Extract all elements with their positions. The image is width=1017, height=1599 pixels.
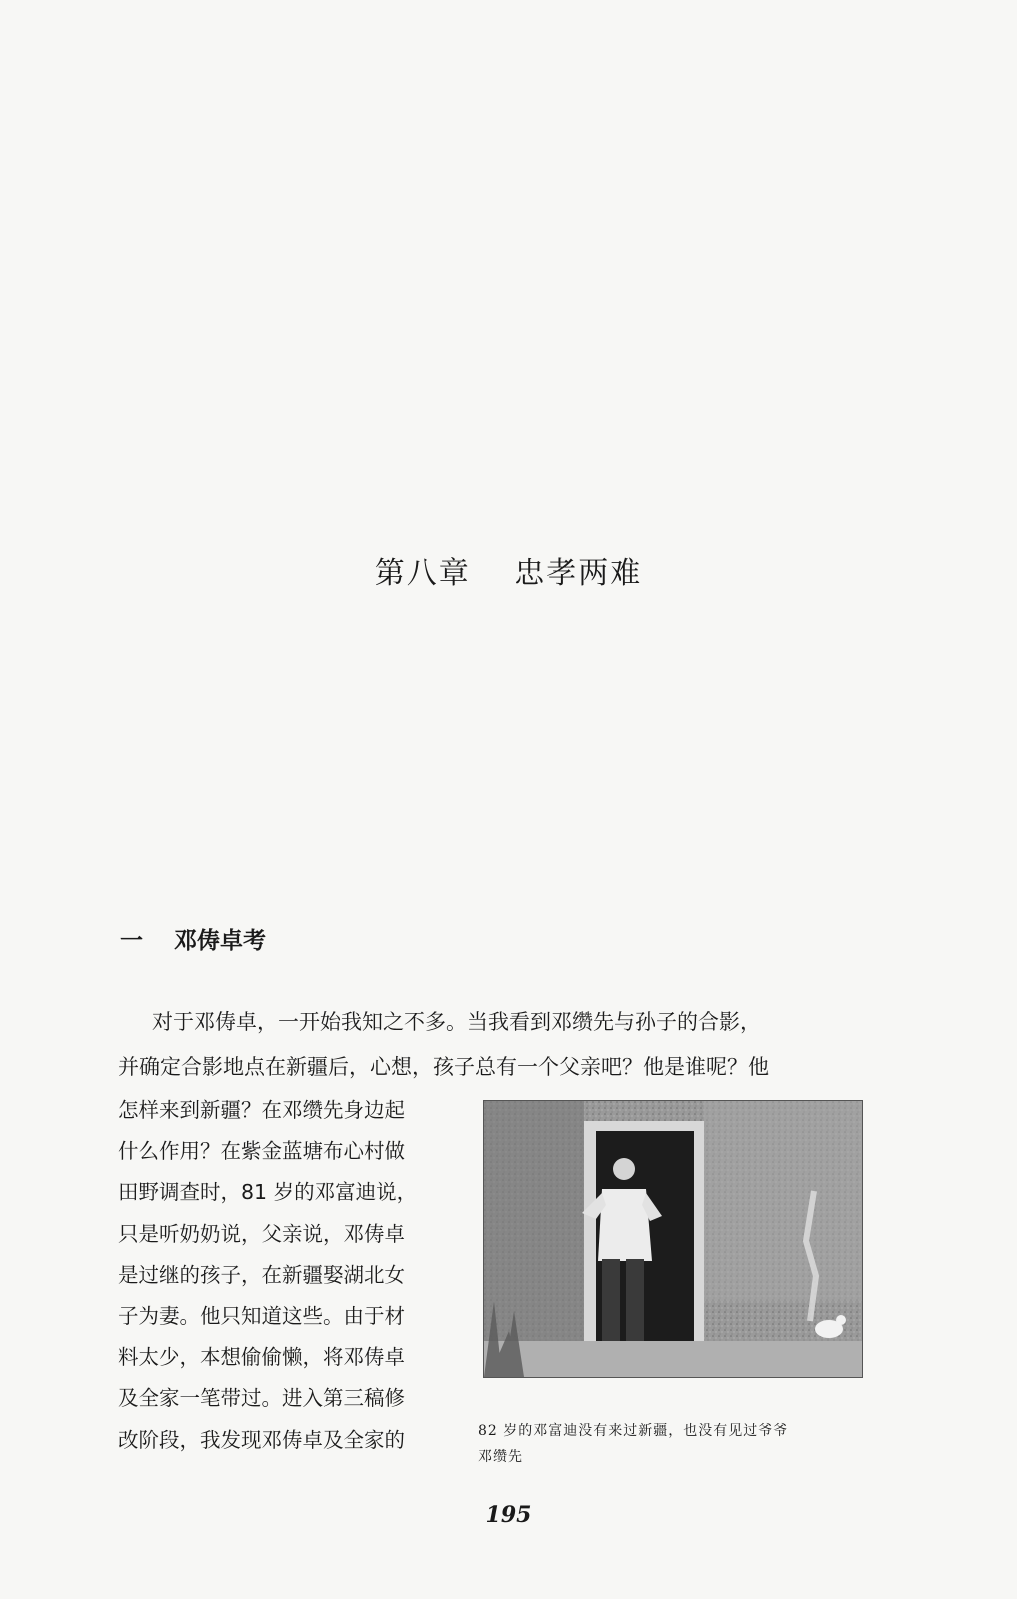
section-heading: 一 邓俦卓考 <box>120 928 267 954</box>
paragraph-line: 子为妻。他只知道这些。由于材 <box>118 1304 405 1329</box>
photo-caption <box>478 1418 878 1470</box>
paragraph-line: 及全家一笔带过。进入第三稿修 <box>118 1386 405 1411</box>
caption-line: 邓缵先 <box>478 1449 523 1465</box>
paragraph-line: 只是听奶奶说，父亲说，邓俦卓 <box>118 1221 405 1246</box>
paragraph-line: 改阶段，我发现邓俦卓及全家的 <box>118 1427 405 1452</box>
paragraph-column <box>118 1090 458 1461</box>
page-number: 195 <box>485 1502 532 1528</box>
paragraph-line: 料太少，本想偷偷懒，将邓俦卓 <box>118 1345 405 1370</box>
photo-illustration <box>484 1101 862 1377</box>
paragraph-line: 田野调查时，81 岁的邓富迪说， <box>118 1180 418 1205</box>
caption-line: 82 岁的邓富迪没有来过新疆，也没有见过爷爷 <box>478 1423 789 1439</box>
paragraph-line: 并确定合影地点在新疆后，心想，孩子总有一个父亲吧？他是谁呢？他 <box>118 1055 769 1079</box>
photo-old-man-in-doorway <box>483 1100 863 1378</box>
paragraph-line: 怎样来到新疆？在邓缵先身边起 <box>118 1098 405 1122</box>
paragraph-line: 什么作用？在紫金蓝塘布心村做 <box>118 1139 405 1164</box>
paragraph-line: 对于邓俦卓，一开始我知之不多。当我看到邓缵先与孙子的合影， <box>152 1010 761 1034</box>
chapter-title: 第八章 忠孝两难 <box>374 556 643 591</box>
paragraph-line: 是过继的孩子，在新疆娶湖北女 <box>118 1262 405 1287</box>
